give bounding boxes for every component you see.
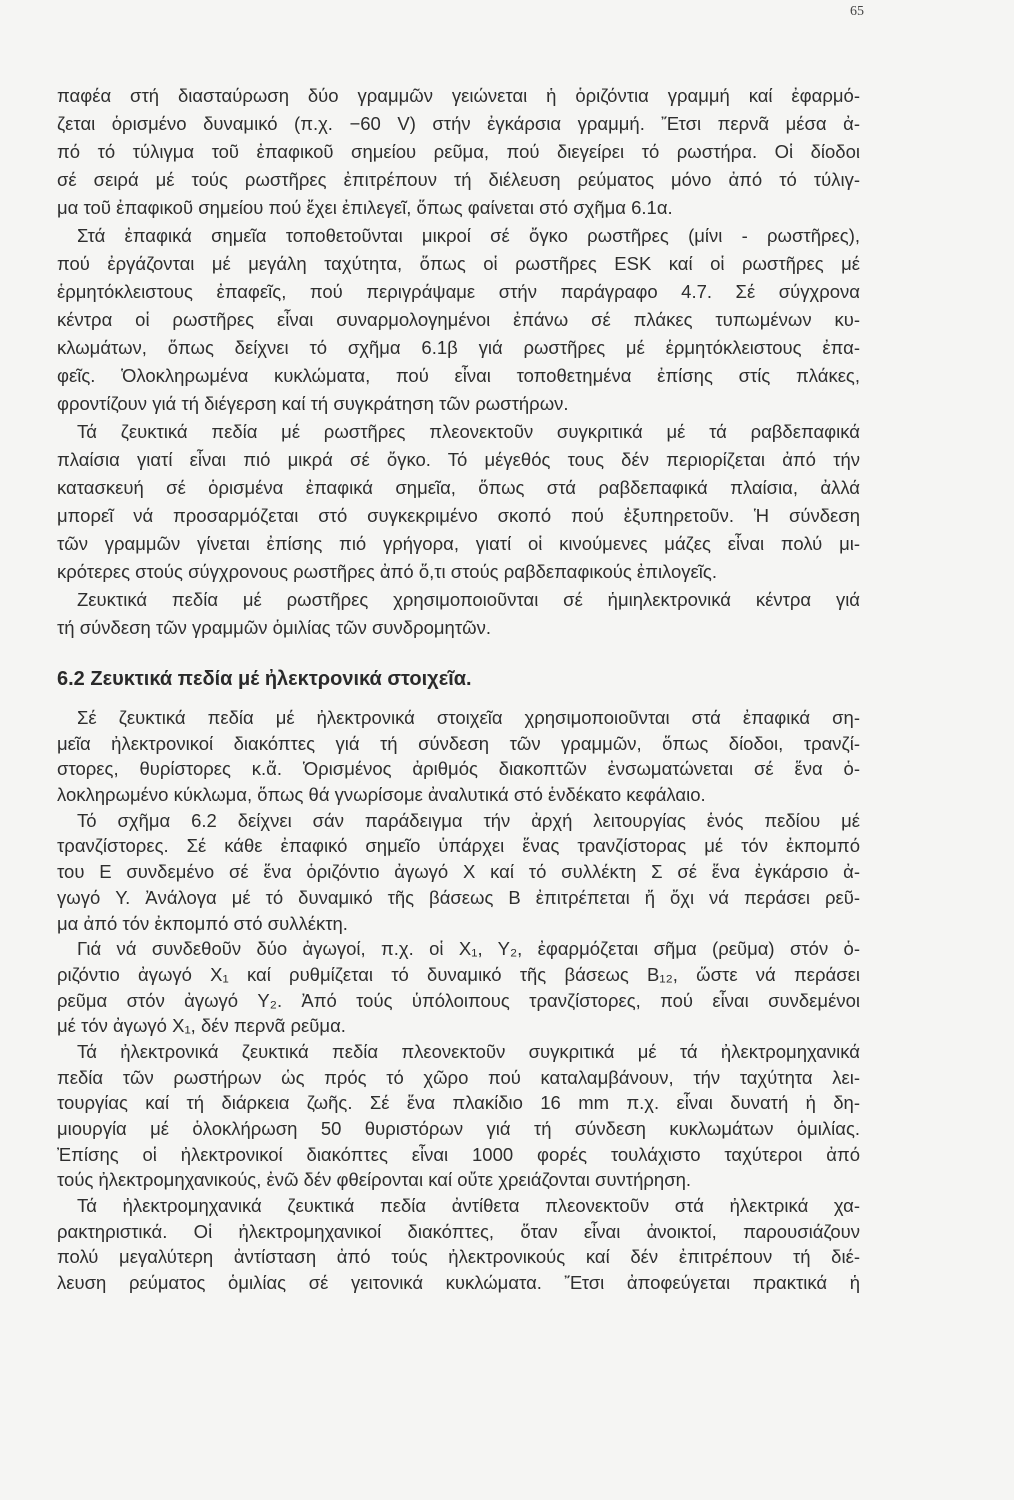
text-line: Γιά νά συνδεθοῦν δύο ἀγωγοί, π.χ. οἱ X₁, Y₂, ἐφαρμόζεται σῆμα (ρεῦμα) στόν ὁ-: [77, 938, 860, 960]
paragraph: [57, 705, 860, 808]
text-line: γωγό Y. Ἀνάλογα μέ τό δυναμικό τῆς βάσεως Β ἐπιτρέπεται ἤ ὄχι νά περάσει ρεῦ-: [57, 886, 860, 908]
text-line: πεδία τῶν ρωστήρων ὡς πρός τό χῶρο πού καταλαμβάνουν, τήν ταχύτητα λει-: [57, 1066, 860, 1088]
text-line: πολύ μεγαλύτερη ἀντίσταση ἀπό τούς ἠλεκτρονικούς καί δέν ἐπιτρέπουν τή διέ-: [57, 1246, 860, 1268]
body-text-top: [57, 82, 860, 642]
text-line: Στά ἐπαφικά σημεῖα τοποθετοῦνται μικροί σέ ὄγκο ρωστῆρες (μίνι - ρωστῆρες),: [77, 225, 860, 246]
text-line: τή σύνδεση τῶν γραμμῶν ὁμιλίας τῶν συνδρομητῶν.: [57, 617, 491, 638]
text-line: τρανζίστορες. Σέ κάθε ἐπαφικό σημεῖο ὑπάρχει ἕνας τρανζίστορας μέ τόν ἐκπομπό: [57, 835, 860, 857]
text-line: τῶν γραμμῶν γίνεται ἐπίσης πιό γρήγορα, γιατί οἱ κινούμενες μάζες εἶναι πολύ μι-: [57, 533, 860, 554]
paragraph: [57, 418, 860, 586]
paragraph: [57, 222, 860, 418]
text-line: παφέα στή διασταύρωση δύο γραμμῶν γειώνεται ἡ ὁριζόντια γραμμή καί ἐφαρμό-: [57, 85, 860, 106]
text-line: ριζόντιο ἀγωγό X₁ καί ρυθμίζεται τό δυναμικό τῆς βάσεως B₁₂, ὥστε νά περάσει: [57, 963, 860, 985]
text-line: κατασκευή σέ ὁρισμένα ἐπαφικά σημεῖα, ὅπως στά ραβδεπαφικά πλαίσια, ἀλλά: [57, 477, 860, 498]
text-line: κρότερες στούς σύγχρονους ρωστῆρες ἀπό ὅ,τι στούς ραβδεπαφικούς ἐπιλογεῖς.: [57, 561, 717, 582]
text-line: στορες, θυρίστορες κ.ἄ. Ὁρισμένος ἀριθμός διακοπτῶν ἐνσωματώνεται σέ ἕνα ὁ-: [57, 758, 860, 780]
text-line: πού ἐργάζονται μέ μεγάλη ταχύτητα, ὅπως οἱ ρωστῆρες ESK καί οἱ ρωστῆρες μέ: [57, 253, 860, 274]
text-line: Τά ἠλεκτρονικά ζευκτικά πεδία πλεονεκτοῦν συγκριτικά μέ τά ἠλεκτρομηχανικά: [77, 1040, 860, 1062]
text-line: Τά ἠλεκτρομηχανικά ζευκτικά πεδία ἀντίθετα πλεονεκτοῦν στά ἠλεκτρικά χα-: [77, 1195, 860, 1217]
text-line: λοκληρωμένο κύκλωμα, ὅπως θά γνωρίσομε ἀναλυτικά στό ἑνδέκατο κεφάλαιο.: [57, 784, 706, 806]
text-line: Σέ ζευκτικά πεδία μέ ἠλεκτρονικά στοιχεῖα χρησιμοποιοῦνται στά ἐπαφικά ση-: [77, 707, 860, 728]
text-line: μα τοῦ ἐπαφικοῦ σημείου πού ἔχει ἐπιλεγεῖ, ὅπως φαίνεται στό σχῆμα 6.1α.: [57, 197, 673, 218]
text-line: του Ε συνδεμένο σέ ἕνα ὁριζόντιο ἀγωγό X καί τό συλλέκτη Σ σέ ἕνα ἐγκάρσιο ἀ-: [57, 861, 860, 883]
text-line: ἑρμητόκλειστους ἐπαφεῖς, πού περιγράψαμε στήν παράγραφο 4.7. Σέ σύγχρονα: [57, 281, 860, 302]
text-line: Τά ζευκτικά πεδία μέ ρωστῆρες πλεονεκτοῦν συγκριτικά μέ τά ραβδεπαφικά: [77, 421, 860, 442]
text-line: μα ἀπό τόν ἐκπομπό στό συλλέκτη.: [57, 912, 348, 934]
text-line: φροντίζουν γιά τή διέγερση καί τή συγκράτηση τῶν ρωστήρων.: [57, 393, 569, 414]
paragraph: [57, 1039, 860, 1193]
paragraph: [57, 808, 860, 936]
text-line: σέ σειρά μέ τούς ρωστῆρες ἐπιτρέπουν τή διέλευση ρεύματος μόνο ἀπό τό τύλιγ-: [57, 169, 860, 190]
text-line: κέντρα οἱ ρωστῆρες εἶναι συναρμολογημένοι ἐπάνω σέ πλάκες τυπωμένων κυ-: [57, 309, 860, 330]
text-line: τουργίας καί τή διάρκεια ζωῆς. Σέ ἕνα πλακίδιο 16 mm π.χ. εἶναι δυνατή ἡ δη-: [57, 1092, 860, 1114]
text-line: πλαίσια γιατί εἶναι πιό μικρά σέ ὄγκο. Τό μέγεθός τους δέν περιορίζεται ἀπό τήν: [57, 449, 860, 470]
text-line: ρεῦμα στόν ἀγωγό Y₂. Ἀπό τούς ὑπόλοιπους τρανζίστορες, πού εἶναι συνδεμένοι: [57, 989, 860, 1011]
text-line: μπορεῖ νά προσαρμόζεται στό συγκεκριμένο σκοπό πού ἐξυπηρετοῦν. Ἡ σύνδεση: [57, 505, 860, 526]
body-text-bottom: [57, 705, 860, 1296]
text-line: ρακτηριστικά. Οἱ ἠλεκτρομηχανικοί διακόπτες, ὅταν εἶναι ἀνοικτοί, παρουσιάζουν: [57, 1220, 860, 1242]
section-heading: 6.2 Ζευκτικά πεδία μέ ἠλεκτρονικά στοιχεῖα.: [57, 668, 472, 690]
text-line: μιουργία μέ ὁλοκλήρωση 50 θυριστόρων γιά τή σύνδεση κυκλωμάτων ὁμιλίας.: [57, 1118, 860, 1139]
text-line: ζεται ὁρισμένο δυναμικό (π.χ. −60 V) στήν ἐγκάρσια γραμμή. Ἔτσι περνᾶ μέσα ἀ-: [57, 113, 860, 134]
text-line: λευση ρεύματος ὁμιλίας σέ γειτονικά κυκλώματα. Ἔτσι ἀποφεύγεται πρακτικά ἡ: [57, 1272, 860, 1294]
paragraph: [57, 82, 860, 222]
text-line: κλωμάτων, ὅπως δείχνει τό σχῆμα 6.1β γιά ρωστῆρες μέ ἑρμητόκλειστους ἐπα-: [57, 337, 860, 358]
text-line: Ζευκτικά πεδία μέ ρωστῆρες χρησιμοποιοῦνται σέ ἡμιηλεκτρονικά κέντρα γιά: [77, 589, 860, 610]
page-number: 65: [850, 4, 864, 19]
text-line: Ἐπίσης οἱ ἠλεκτρονικοί διακόπτες εἶναι 1000 φορές τουλάχιστο ταχύτεροι ἀπό: [57, 1143, 860, 1165]
paragraph: [57, 1193, 860, 1296]
paragraph: [57, 936, 860, 1039]
text-line: φεῖς. Ὁλοκληρωμένα κυκλώματα, πού εἶναι τοποθετημένα ἐπίσης στίς πλάκες,: [57, 365, 860, 386]
text-line: μέ τόν ἀγωγό X₁, δέν περνᾶ ρεῦμα.: [57, 1015, 346, 1037]
paragraph: [57, 586, 860, 642]
text-line: τούς ἠλεκτρομηχανικούς, ἐνῶ δέν φθείρονται καί οὔτε χρειάζονται συντήρηση.: [57, 1169, 692, 1191]
text-line: πό τό τύλιγμα τοῦ ἐπαφικοῦ σημείου ρεῦμα, πού διεγείρει τό ρωστήρα. Οἱ δίοδοι: [57, 141, 860, 162]
text-line: μεῖα ἠλεκτρονικοί διακόπτες γιά τή σύνδεση τῶν γραμμῶν, ὅπως δίοδοι, τρανζί-: [57, 732, 860, 754]
text-line: Τό σχῆμα 6.2 δείχνει σάν παράδειγμα τήν ἀρχή λειτουργίας ἑνός πεδίου μέ: [77, 809, 860, 831]
